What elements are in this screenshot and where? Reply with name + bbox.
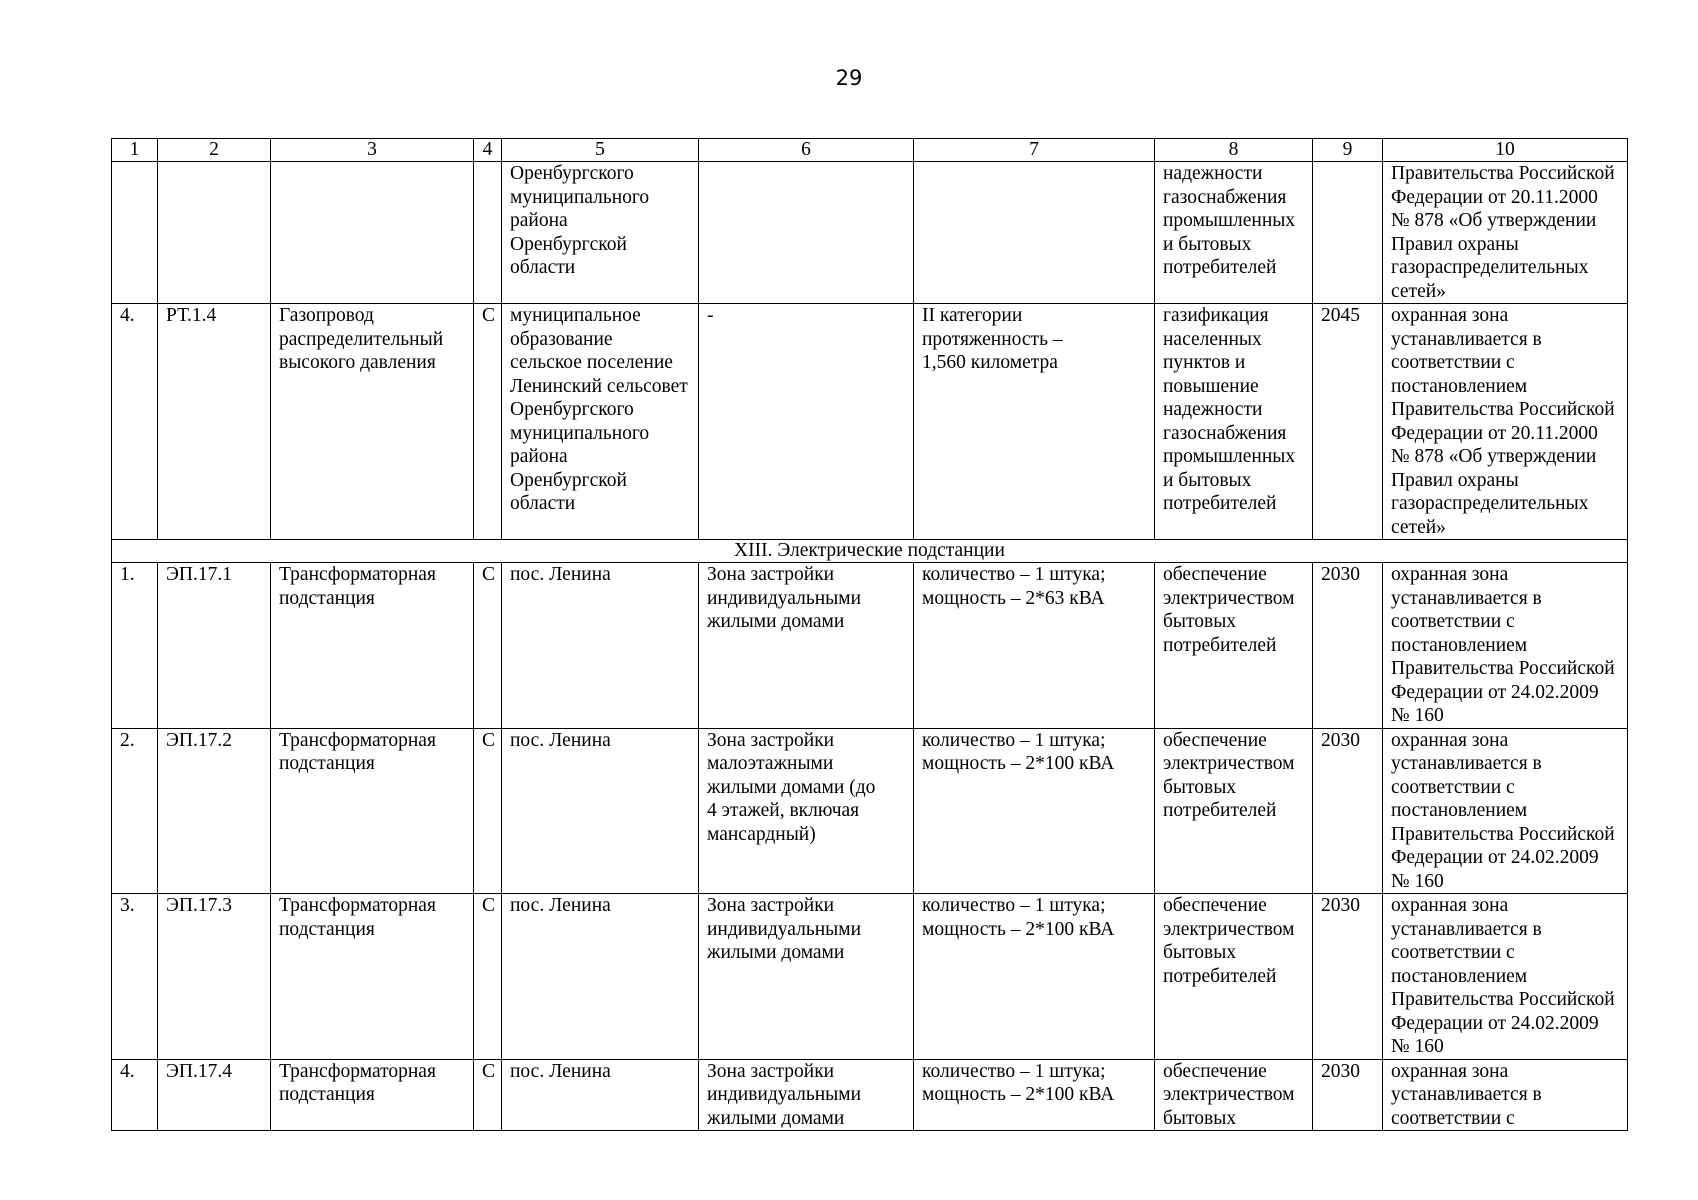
object-name-cell: Трансформаторная подстанция xyxy=(271,728,474,894)
purpose-cell: обеспечение электричеством бытовых потребителей xyxy=(1155,728,1313,894)
objects-table xyxy=(111,138,1628,1131)
characteristics-cell: II категории протяженность – 1,560 километра xyxy=(914,304,1155,540)
year-cell: 2030 xyxy=(1313,894,1383,1060)
table-row xyxy=(112,304,1628,540)
location-cell: Оренбургского муниципального района Оренбургской области xyxy=(502,162,699,304)
protection-zone-cell: охранная зона устанавливается в соответствии с постановлением Правительства Российской Федерации от 20.11.2000 № 878 «Об утверждении Правил охраны газораспределительных сетей» xyxy=(1383,304,1628,540)
year-cell: 2030 xyxy=(1313,728,1383,894)
column-number: 6 xyxy=(699,139,914,162)
zone-cell: Зона застройки индивидуальными жилыми домами xyxy=(699,563,914,729)
column-number: 7 xyxy=(914,139,1155,162)
location-cell: пос. Ленина xyxy=(502,728,699,894)
row-number-cell: 1. xyxy=(112,563,158,729)
row-number-cell: 3. xyxy=(112,894,158,1060)
purpose-cell: обеспечение электричеством бытовых потребителей xyxy=(1155,563,1313,729)
page-number: 29 xyxy=(835,66,863,90)
column-number: 2 xyxy=(158,139,271,162)
column-number: 8 xyxy=(1155,139,1313,162)
row-number-cell: 4. xyxy=(112,304,158,540)
status-cell: С xyxy=(474,894,502,1060)
purpose-cell: обеспечение электричеством бытовых xyxy=(1155,1059,1313,1131)
code-cell: ЭП.17.4 xyxy=(158,1059,271,1131)
section-title: XIII. Электрические подстанции xyxy=(112,540,1628,563)
row-number-cell: 2. xyxy=(112,728,158,894)
code-cell: ЭП.17.1 xyxy=(158,563,271,729)
column-number: 1 xyxy=(112,139,158,162)
characteristics-cell: количество – 1 штука; мощность – 2*100 кВА xyxy=(914,728,1155,894)
object-name-cell: Газопровод распределительный высокого давления xyxy=(271,304,474,540)
zone-cell: Зона застройки индивидуальными жилыми домами xyxy=(699,894,914,1060)
status-cell: С xyxy=(474,304,502,540)
column-number-row xyxy=(112,139,1628,162)
year-cell: 2030 xyxy=(1313,563,1383,729)
protection-zone-cell: охранная зона устанавливается в соответствии с xyxy=(1383,1059,1628,1131)
object-name-cell: Трансформаторная подстанция xyxy=(271,1059,474,1131)
protection-zone-cell: Правительства Российской Федерации от 20.11.2000 № 878 «Об утверждении Правил охраны газораспределительных сетей» xyxy=(1383,162,1628,304)
protection-zone-cell: охранная зона устанавливается в соответствии с постановлением Правительства Российской Федерации от 24.02.2009 № 160 xyxy=(1383,728,1628,894)
purpose-cell: газификация населенных пунктов и повышение надежности газоснабжения промышленных и бытовых потребителей xyxy=(1155,304,1313,540)
location-cell: пос. Ленина xyxy=(502,894,699,1060)
column-number: 3 xyxy=(271,139,474,162)
purpose-cell: обеспечение электричеством бытовых потребителей xyxy=(1155,894,1313,1060)
column-number: 9 xyxy=(1313,139,1383,162)
purpose-cell: надежности газоснабжения промышленных и бытовых потребителей xyxy=(1155,162,1313,304)
column-number: 4 xyxy=(474,139,502,162)
year-cell: 2045 xyxy=(1313,304,1383,540)
location-cell: пос. Ленина xyxy=(502,563,699,729)
location-cell: пос. Ленина xyxy=(502,1059,699,1131)
characteristics-cell: количество – 1 штука; мощность – 2*63 кВА xyxy=(914,563,1155,729)
zone-cell: Зона застройки индивидуальными жилыми домами xyxy=(699,1059,914,1131)
location-cell: муниципальное образование сельское поселение Ленинский сельсовет Оренбургского муниципального района Оренбургской области xyxy=(502,304,699,540)
status-cell: С xyxy=(474,563,502,729)
status-cell: С xyxy=(474,728,502,894)
status-cell: С xyxy=(474,1059,502,1131)
zone-cell: Зона застройки малоэтажными жилыми домами (до 4 этажей, включая мансардный) xyxy=(699,728,914,894)
object-name-cell: Трансформаторная подстанция xyxy=(271,894,474,1060)
code-cell: ЭП.17.2 xyxy=(158,728,271,894)
table-row xyxy=(112,894,1628,1060)
table-row xyxy=(112,563,1628,729)
code-cell: РТ.1.4 xyxy=(158,304,271,540)
table-row xyxy=(112,1059,1628,1131)
year-cell: 2030 xyxy=(1313,1059,1383,1131)
characteristics-cell: количество – 1 штука; мощность – 2*100 кВА xyxy=(914,894,1155,1060)
zone-cell: - xyxy=(699,304,914,540)
table-row-continuation xyxy=(112,162,1628,304)
section-row xyxy=(112,540,1628,563)
row-number-cell: 4. xyxy=(112,1059,158,1131)
code-cell: ЭП.17.3 xyxy=(158,894,271,1060)
column-number: 5 xyxy=(502,139,699,162)
characteristics-cell: количество – 1 штука; мощность – 2*100 кВА xyxy=(914,1059,1155,1131)
protection-zone-cell: охранная зона устанавливается в соответствии с постановлением Правительства Российской Федерации от 24.02.2009 № 160 xyxy=(1383,894,1628,1060)
object-name-cell: Трансформаторная подстанция xyxy=(271,563,474,729)
table-row xyxy=(112,728,1628,894)
protection-zone-cell: охранная зона устанавливается в соответствии с постановлением Правительства Российской Федерации от 24.02.2009 № 160 xyxy=(1383,563,1628,729)
column-number: 10 xyxy=(1383,139,1628,162)
